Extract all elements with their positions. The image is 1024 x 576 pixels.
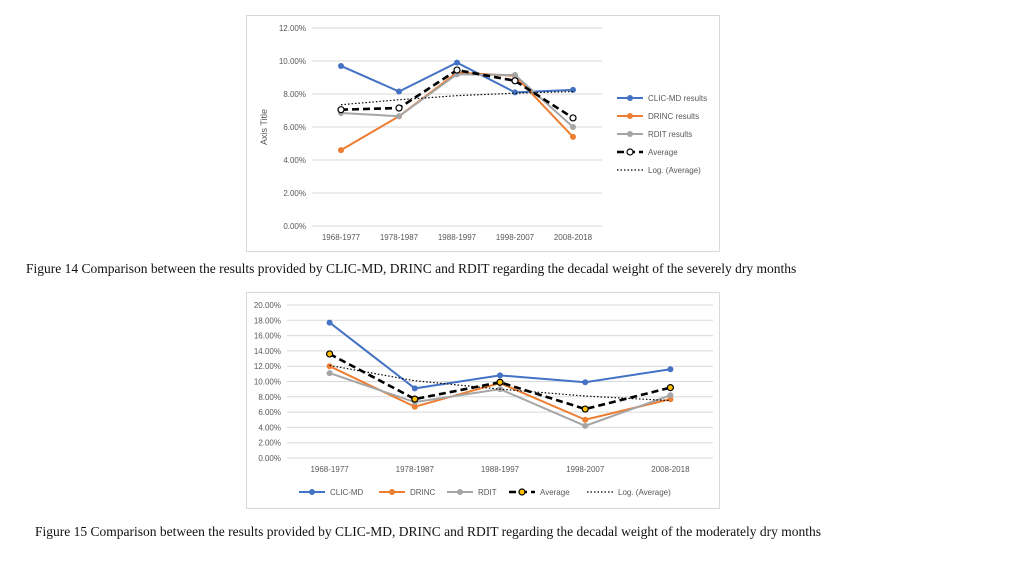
y-tick-label: 6.00% (258, 408, 281, 418)
data-point-rdit (667, 392, 673, 398)
data-point-drinc (582, 417, 588, 423)
legend-label-rdit: RDIT (478, 488, 497, 497)
data-point-average (512, 78, 518, 84)
x-tick-label: 1988-1997 (437, 233, 477, 242)
y-tick-label: 8.00% (258, 392, 281, 402)
y-axis-title: Axis Title (259, 108, 269, 146)
y-tick-label: 4.00% (283, 156, 306, 165)
y-tick-label: 12.00% (253, 362, 281, 372)
series-line-drinc-results (341, 73, 573, 151)
data-point-clic-md-results (338, 63, 344, 69)
legend-label-drinc: DRINC (410, 488, 436, 497)
data-point-rdit (582, 423, 588, 429)
x-tick-label: 1978-1987 (395, 465, 434, 474)
x-tick-label: 1988-1997 (480, 465, 520, 474)
legend-marker-rdit (457, 489, 463, 495)
y-tick-label: 0.00% (283, 222, 306, 231)
data-point-clic-md (327, 320, 333, 326)
data-point-average (497, 379, 503, 385)
y-tick-label: 20.00% (253, 301, 281, 310)
legend-marker-rdit-results (627, 131, 633, 137)
chart-severely-dry-svg (247, 16, 719, 251)
x-tick-label: 1968-1977 (310, 465, 349, 474)
legend-marker-clic-md (309, 489, 315, 495)
data-point-drinc (327, 363, 333, 369)
data-point-clic-md (412, 385, 418, 391)
data-point-average (412, 396, 418, 402)
x-tick-label: 2008-2018 (553, 233, 593, 242)
data-point-clic-md-results (512, 89, 518, 95)
legend-label-log-average: Log. (Average) (618, 488, 671, 497)
data-point-rdit (327, 370, 333, 376)
data-point-clic-md (582, 379, 588, 385)
data-point-average (667, 385, 673, 391)
data-point-average (454, 67, 460, 73)
x-tick-label: 2008-2018 (651, 465, 690, 474)
y-tick-label: 4.00% (258, 423, 281, 433)
x-tick-label: 1968-1977 (321, 233, 361, 242)
y-tick-label: 14.00% (253, 346, 281, 356)
legend-label-average: Average (648, 148, 678, 157)
legend-label-log-average: Log. (Average) (648, 166, 701, 175)
legend-label-clic-md: CLIC-MD (330, 488, 364, 497)
legend-label-average: Average (540, 488, 570, 497)
data-point-average (327, 351, 333, 357)
y-tick-label: 12.00% (278, 24, 306, 33)
legend-marker-clic-md-results (627, 95, 633, 101)
legend-marker-drinc-results (627, 113, 633, 119)
figure-14-caption: Figure 14 Comparison between the results provided by CLIC-MD, DRINC and RDIT regarding the decadal weight of the severely dry months (26, 261, 797, 276)
x-tick-label: 1978-1987 (379, 233, 419, 242)
series-line-clic-md (330, 323, 671, 389)
data-point-rdit-results (512, 72, 518, 78)
y-tick-label: 10.00% (278, 57, 306, 66)
data-point-clic-md (667, 366, 673, 372)
y-tick-label: 2.00% (283, 189, 306, 198)
figure-15-caption: Figure 15 Comparison between the results provided by CLIC-MD, DRINC and RDIT regarding the decadal weight of the moderately dry months (35, 524, 821, 539)
data-point-clic-md-results (454, 60, 460, 66)
chart-moderately-dry (246, 292, 720, 509)
y-tick-label: 16.00% (253, 331, 281, 341)
y-tick-label: 6.00% (283, 123, 306, 132)
x-tick-label: 1998-2007 (495, 233, 535, 242)
legend-marker-drinc (389, 489, 395, 495)
y-tick-label: 18.00% (253, 316, 281, 326)
data-point-average (396, 105, 402, 111)
chart-moderately-dry-svg (247, 293, 719, 508)
legend-label-clic-md-results: CLIC-MD results (648, 94, 708, 103)
legend-label-drinc-results: DRINC results (648, 112, 700, 121)
x-tick-label: 1998-2007 (566, 465, 605, 474)
data-point-drinc-results (338, 147, 344, 153)
y-tick-label: 8.00% (283, 90, 306, 99)
y-tick-label: 10.00% (253, 377, 281, 387)
legend-marker-average (519, 489, 525, 495)
data-point-rdit-results (396, 113, 402, 119)
data-point-average (570, 115, 576, 121)
data-point-average (582, 406, 588, 412)
y-tick-label: 0.00% (258, 454, 281, 463)
legend-label-rdit-results: RDIT results (648, 130, 693, 139)
data-point-rdit-results (570, 124, 576, 130)
data-point-clic-md-results (396, 89, 402, 95)
data-point-average (338, 107, 344, 113)
legend-marker-average (627, 149, 633, 155)
data-point-drinc-results (570, 134, 576, 140)
data-point-clic-md (497, 372, 503, 378)
chart-severely-dry (246, 15, 720, 252)
y-tick-label: 2.00% (258, 438, 281, 448)
